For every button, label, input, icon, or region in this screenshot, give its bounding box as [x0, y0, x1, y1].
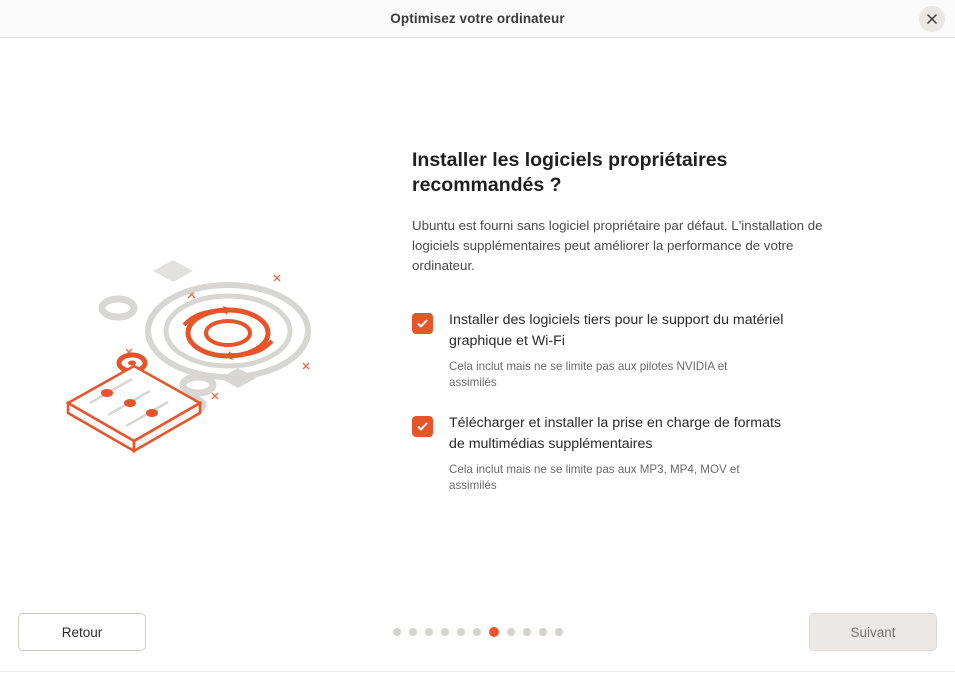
footer-bar: [0, 593, 955, 671]
check-icon: [416, 420, 429, 433]
software-gears-illustration: [60, 253, 370, 483]
back-button[interactable]: Retour: [18, 613, 146, 651]
option-label: Installer des logiciels tiers pour le support du matériel graphique et Wi-Fi: [449, 312, 784, 349]
checkbox-media-codecs[interactable]: [412, 416, 433, 437]
close-button[interactable]: [919, 6, 945, 32]
step-dot[interactable]: [473, 628, 481, 636]
content-area: [0, 38, 955, 593]
step-dot[interactable]: [539, 628, 547, 636]
page-intro: Ubuntu est fourni sans logiciel propriétaire par défaut. L'installation de logiciels supplémentaires peut améliorer la performance de votre ordinateur.: [412, 218, 823, 273]
titlebar: [0, 0, 955, 38]
step-dot[interactable]: [441, 628, 449, 636]
next-button[interactable]: Suivant: [809, 613, 937, 651]
window-title: Optimisez votre ordinateur: [390, 11, 565, 26]
step-dot[interactable]: [489, 627, 499, 637]
step-dot[interactable]: [457, 628, 465, 636]
step-dot[interactable]: [425, 628, 433, 636]
close-icon: [926, 13, 938, 25]
page-title: Installer les logiciels propriétaires recommandés ?: [412, 149, 728, 196]
options-panel: [412, 148, 882, 516]
check-icon: [416, 317, 429, 330]
option-description: Cela inclut mais ne se limite pas aux pilotes NVIDIA et assimilés: [449, 360, 728, 389]
option-third-party-drivers[interactable]: [412, 310, 882, 391]
step-dot[interactable]: [523, 628, 531, 636]
step-dot[interactable]: [507, 628, 515, 636]
checkbox-third-party-drivers[interactable]: [412, 313, 433, 334]
option-description: Cela inclut mais ne se limite pas aux MP3, MP4, MOV et assimilés: [449, 463, 740, 492]
option-label: Télécharger et installer la prise en charge de formats de multimédias supplémentaires: [449, 415, 781, 452]
step-dot[interactable]: [393, 628, 401, 636]
option-media-codecs[interactable]: [412, 413, 882, 494]
step-dot[interactable]: [555, 628, 563, 636]
step-dot[interactable]: [409, 628, 417, 636]
